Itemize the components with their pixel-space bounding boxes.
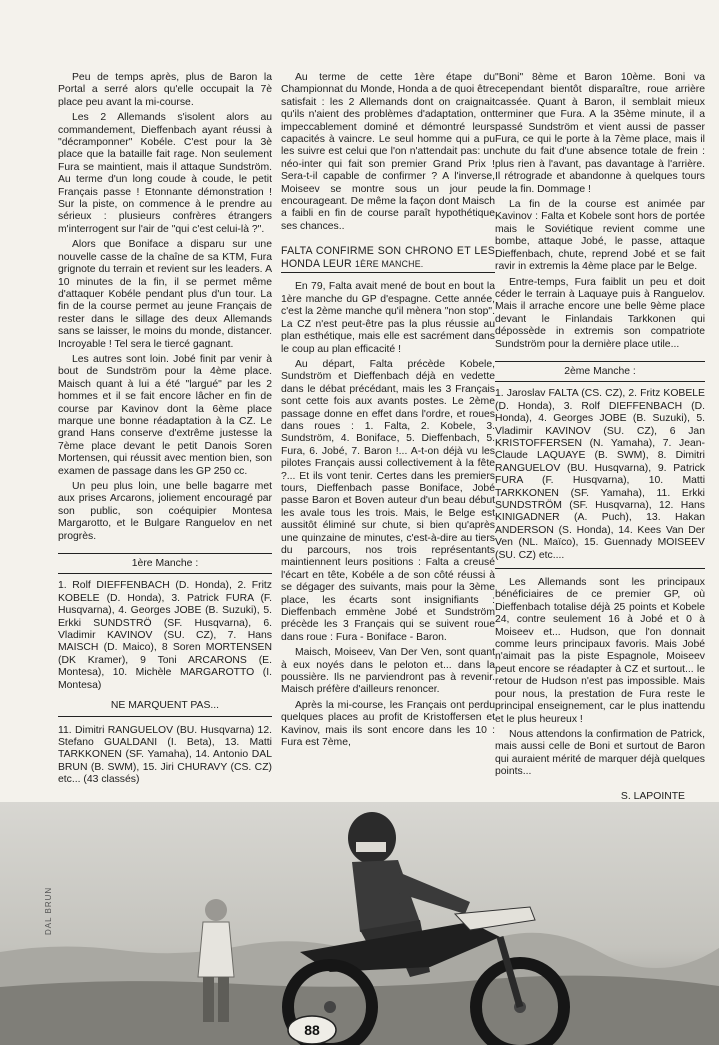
photo-illustration [0,802,719,1045]
paragraph: Au départ, Falta précède Kobele, Sundström et Dieffenbach déjà en vedette dans le débat précédant, mais les 3 Français sont cette fois aux avants postes. Le 2ème passage donne en effet dans l'ordre, et roues dans roues : 1. Falta, 2. Kobele, 3. Sundström, 4. Boniface, 5. Dieffenbach, 5. Fura, 6. Jobé, 7. Baron !... A-t-on déjà vu les pilotes Français aussi collectivement à la fête ?... Et ils vont tenir. Certes dans les premiers tours, Dieffenbach passe Boniface, Jobé passe Baron et Boven auteur d'un beau début les avale tous les trois. Mais, le Belge est aussitôt éliminé sur chute, si bien qu'après une quinzaine de minutes, c'est-à-dire au tiers du parcours, nos trois représentants maintiennent leurs positions : Falta a creusé l'écart en tête, Kobéle a de son côté réussi à se dégager des suivants, mais pour la 3ème place, les écarts sont insignifiants : Dieffenbach emmène Jobé et Sundström précède les 3 Français qui se suivent roue dans roue : Fura - Boniface - Baron. [281,358,495,643]
paragraph: Un peu plus loin, une belle bagarre met aux prises Arcarons, joliement encouragé par son public, son coéquipier Montesa Margarotto, et le Bulgare Ranguelov en net progrès. [58,481,272,542]
ne-marquent-results: 11. Dimitri RANGUELOV (BU. Husqvarna) 12. Stefano GUALDANI (I. Beta), 13. Matti TARKKONEN (SF. Yamaha), 14. Antonio DAL BRUN (B. SWM), 15. Jiri CHURAVY (CS. CZ) etc... (43 classés) [58,724,272,786]
author-signature: S. LAPOINTE [620,790,685,802]
manche2-title: 2ème Manche : [495,361,705,382]
paragraph: Les autres sont loin. Jobé finit par venir à bout de Sundström pour la 4ème place. Maisch quant à lui a été "largué" par les 2 hommes et il se fait encore lâcher en fin de course par Kavinov dont la 6ème place marque une bonne réadaptation à la CZ. Le grand Hans conserve d'extrême justesse la 7ème place devant le petit Danois Soren Mortensen, qui réussit avec mention bien, son examen de passage dans les GP 250 cc. [58,353,272,477]
paragraph: Les 2 Allemands s'isolent alors au commandement, Dieffenbach ayant réussi à "décramponner" Kobéle. C'est pour la 3è place que la bataille fait rage. Non seulement Fura se maintient, mais il attaque Sundström. Au terme d'un long coude à coude, le petit Français passe ! Etonnante démonstration ! Sur la piste, on commence à le prendre au sérieux : plusieurs confrères étrangers m'interrogent sur l'air de "qui c'est celui-là ?". [58,112,272,235]
paragraph: Nous attendons la confirmation de Patrick, mais aussi celle de Boni et surtout de Baron qui auraient mérité de marquer déjà quelques points... [495,728,705,778]
column-2 [281,72,495,753]
paragraph: Les Allemands sont les principaux bénéficiaires de ce premier GP, où Dieffenbach totalise déjà 25 points et Kobele 24, contre seulement 16 à Jobé et 0 à Moiseev et... Hudson, que l'on donnait comme leurs principaux favoris. Mais Jobé n'aimait pas la piste Espagnole, Moiseev peut encore se réadapter à CZ et surtout... le retour de Hudson n'est pas impossible. Mais pour nous, la prestation de Fura reste le principal enseignement, car le plus inattendu et le plus heureux ! [495,577,705,725]
photo-credit: DAL BRUN [44,886,53,935]
manche1-results: 1. Rolf DIEFFENBACH (D. Honda), 2. Fritz KOBELE (D. Honda), 3. Patrick FURA (F. Husqvarna), 4. Georges JOBE (B. Suzuki), 5. Erkki SUNDSTRÖ (SF. Husqvarna), 6. Vladimir KAVINOV (SU. CZ), 7. Hans MAISCH (D. Maico), 8 Soren MORTENSEN (DK Kramer), 9 Toni ARCARONS (E. Montesa), 10. Michèle MARGAROTTO (I. Montesa) [58,580,272,691]
heading-main: FALTA CONFIRME SON CHRONO ET LES HONDA LEUR [281,245,495,270]
motocross-photo [0,802,719,1045]
paragraph: Maisch, Moiseev, Van Der Ven, sont quant à eux noyés dans le peloton et... dans la poussière. Ils ne parviendront pas à revenir. Maisch préfère d'ailleurs renoncer. [281,647,495,696]
paragraph: Entre-temps, Fura faiblit un peu et doit céder le terrain à Laquaye puis à Ranguelov. Mais il arrache encore une belle 9ème place devant le Finlandais Tarkkonen qui dépossède in extremis son compatriote Sundström pour la dernière place utile... [495,276,705,350]
paragraph: La fin de la course est animée par Kavinov : Falta et Kobele sont hors de portée mais le Soviétique revient comme une bombe, attaque Jobé, le passe, attaque Dieffenbach, chute, reprend Jobé et se fait ravir in extremis la 4ème place par le Belge. [495,199,705,273]
paragraph: Au terme de cette 1ère étape du Championnat du Monde, Honda a de quoi être satisfait : les 2 Allemands dont on craignait qu'ils n'aient des problèmes d'adaptation, ont impeccablement dominé et démontré leurs capacités à vaincre. Le seul homme qui a pu les suivre est celui que l'on n'attendait pas: un néo-inter qui fait son premier Grand Prix ! Sera-t-il capable de confirmer ? A l'inverse, Moiseev se montre sous un jour peu encourageant. De même la façon dont Maisch a faibli en fin de course paraît hypothétique ses chances.. [281,72,495,232]
ne-marquent-title: NE MARQUENT PAS... [58,698,272,716]
section-heading [281,245,495,273]
heading-small: 1ÈRE MANCHE. [355,258,424,269]
column-1 [58,72,272,790]
manche2-results: 1. Jaroslav FALTA (CS. CZ), 2. Fritz KOBELE (D. Honda), 3. Rolf DIEFFENBACH (D. Honda), 4. Georges JOBE (B. Suzuki), 5. Vladimir KAVINOV (SU. CZ), 6 Jan KRISTOFFERSEN (N. Yamaha), 7. Jean-Claude LAQUAYE (B. SWM), 8. Dimitri RANGUELOV (BU. Husqvarna), 9. Patrick FURA (F. Husqvarna), 10. Matti TARKKONEN (SF. Yamaha), 11. Erkki SUNDSTRÖM (SF. Husqvarna), 12. Hans KINIGADNER (A. Puch), 13. Hakan ANDERSON (S. Honda), 14. Kees Van Der Ven (NL. Maïco), 15. Guennady MOISEEV (SU. CZ) etc.... [495,388,705,561]
paragraph: Alors que Boniface a disparu sur une nouvelle casse de la chaîne de sa KTM, Fura grignote du terrain et revient sur les leaders. A 10 minutes de la fin, il se permet même d'attaquer Kobéle pendant plus d'un tour. La fin de la course permet au jeune Français de rester dans le sillage des deux Allemands sans se laisser, le moins du monde, distancer. Incroyable ! Tel sera le tiercé gagnant. [58,239,272,350]
column-3 [495,72,705,803]
paragraph: En 79, Falta avait mené de bout en bout la 1ère manche du GP d'espagne. Cette année, c'est la 2ème manche qu'il mènera "non stop". La CZ n'est peut-être pas la plus réussie au plan esthétique, mais elle est sacrément dans le coup au plan efficacité ! [281,281,495,355]
paragraph: Après la mi-course, les Français ont perdu quelques places au profit de Kristoffersen et Kavinov, mais ils sont encore dans les 10 : Fura est 7ème, [281,699,495,749]
divider [495,568,705,569]
manche1-title: 1ère Manche : [58,553,272,574]
paragraph: "Boni" 8ème et Baron 10ème. Boni va cependant bientôt disparaître, roue arrière cassée. Quant à Baron, il semblait mieux terminer que Fura. A la 35ème minute, il a passé Sundström et vient aussi de passer Fura, ce qui le porte à la 7ème place, mais il chute du fait d'une absence totale de frein : plus rien à l'avant, pas davantage à l'arrière. Il rétrograde et abandonne à quelques tours de la fin. Dommage ! [495,72,705,195]
paragraph: Peu de temps après, plus de Baron la Portal a serré alors qu'elle occupait la 7è place peu avant la mi-course. [58,72,272,108]
number-plate: 88 [304,1022,320,1038]
